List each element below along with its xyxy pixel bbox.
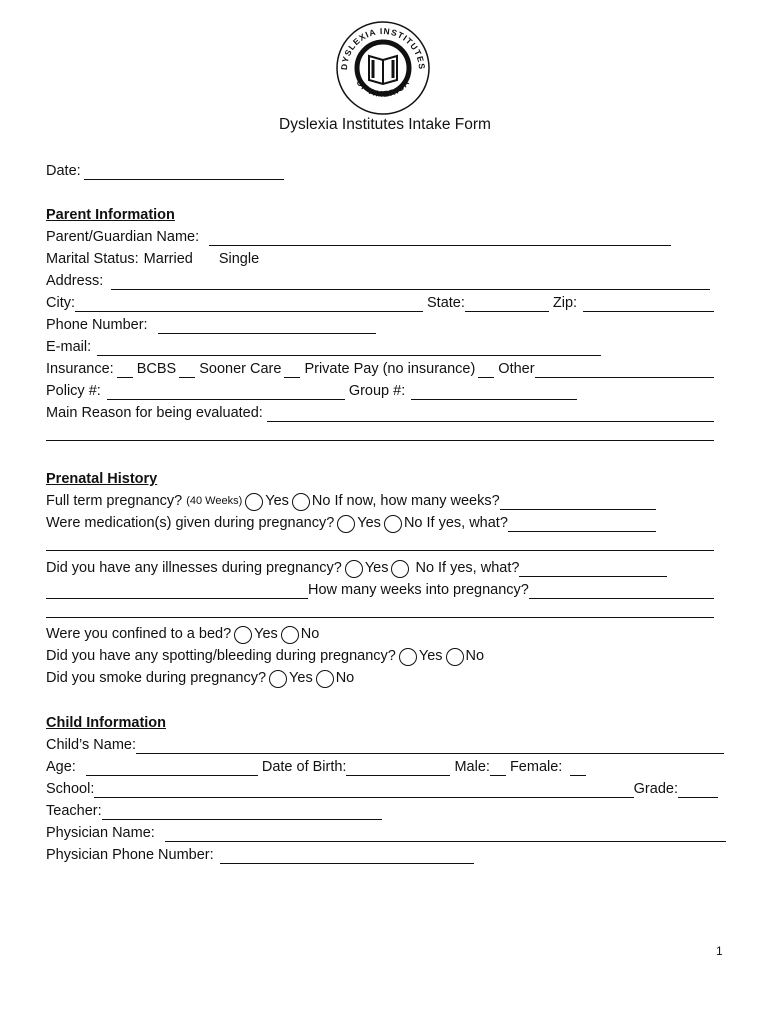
weeks-into-line-2[interactable]: [46, 617, 714, 618]
reason-label: Main Reason for being evaluated:: [46, 405, 263, 421]
phone-label: Phone Number:: [46, 317, 148, 333]
illness-yes-radio[interactable]: [345, 560, 363, 578]
medication-what-field[interactable]: [508, 515, 656, 532]
fullterm-yes-label: Yes: [265, 493, 289, 509]
male-label: Male:: [454, 759, 490, 775]
date-label: Date:: [46, 163, 81, 179]
medication-no-label: No: [403, 515, 423, 531]
state-label: State:: [427, 295, 465, 311]
fullterm-question: Full term pregnancy?: [46, 493, 183, 509]
date-field[interactable]: [84, 163, 284, 180]
zip-label: Zip:: [552, 295, 578, 311]
fullterm-no-radio[interactable]: [292, 493, 310, 511]
physician-phone-label: Physician Phone Number:: [46, 847, 214, 863]
fullterm-weeks-field[interactable]: [500, 493, 656, 510]
dob-label: Date of Birth:: [261, 759, 347, 775]
illness-what-field[interactable]: [519, 560, 667, 577]
state-field[interactable]: [465, 295, 549, 312]
email-field[interactable]: [97, 339, 601, 356]
smoke-no-label: No: [335, 670, 355, 686]
marital-married-option[interactable]: Married: [143, 251, 193, 267]
bed-yes-radio[interactable]: [234, 626, 252, 644]
spotting-no-label: No: [465, 648, 485, 664]
smoke-yes-label: Yes: [289, 670, 313, 686]
parent-name-field[interactable]: [209, 229, 671, 246]
city-field[interactable]: [75, 295, 423, 312]
teacher-label: Teacher:: [46, 803, 102, 819]
female-field[interactable]: [570, 759, 586, 776]
illness-yes-label: Yes: [364, 560, 389, 576]
marital-status-label: Marital Status:: [46, 251, 139, 267]
address-label: Address:: [46, 273, 104, 289]
city-label: City:: [46, 295, 75, 311]
physician-name-field[interactable]: [165, 825, 726, 842]
form-title: Dyslexia Institutes Intake Form: [279, 116, 491, 133]
zip-field[interactable]: [583, 295, 714, 312]
ins-bcbs-label: BCBS: [136, 361, 177, 377]
bed-yes-label: Yes: [254, 626, 278, 642]
grade-field[interactable]: [678, 781, 718, 798]
insurance-label: Insurance:: [46, 361, 114, 377]
group-label: Group #:: [348, 383, 406, 399]
prenatal-heading: Prenatal History: [46, 471, 158, 487]
email-label: E-mail:: [46, 339, 92, 355]
book-logo-icon: [335, 20, 431, 116]
ins-other-field[interactable]: [535, 361, 714, 378]
ins-other-check[interactable]: [478, 361, 494, 378]
spotting-question: Did you have any spotting/bleeding during pregnancy?: [46, 648, 396, 664]
physician-name-label: Physician Name:: [46, 825, 155, 841]
bed-question: Were you confined to a bed?: [46, 626, 232, 642]
child-name-field[interactable]: [136, 737, 724, 754]
policy-label: Policy #:: [46, 383, 101, 399]
phone-field[interactable]: [158, 317, 376, 334]
female-label: Female:: [509, 759, 563, 775]
illness-what-field-2[interactable]: [46, 582, 308, 599]
address-field[interactable]: [111, 273, 710, 290]
medication-what-line-2[interactable]: [46, 550, 714, 551]
page-number: 1: [716, 944, 723, 958]
medication-no-radio[interactable]: [384, 515, 402, 533]
bed-no-radio[interactable]: [281, 626, 299, 644]
ins-sooner-check[interactable]: [179, 361, 195, 378]
bed-no-label: No: [300, 626, 320, 642]
ins-other-label: Other: [498, 361, 535, 377]
illness-question: Did you have any illnesses during pregnancy?: [46, 560, 342, 576]
parent-info-heading: Parent Information: [46, 207, 175, 223]
medication-followup: If yes, what?: [426, 515, 508, 531]
medication-question: Were medication(s) given during pregnancy?: [46, 515, 335, 531]
illness-followup: If yes, what?: [438, 560, 520, 576]
illness-no-label: No: [415, 560, 435, 576]
smoke-yes-radio[interactable]: [269, 670, 287, 688]
ins-sooner-label: Sooner Care: [199, 361, 282, 377]
marital-single-option[interactable]: Single: [218, 251, 260, 267]
school-field[interactable]: [94, 781, 633, 798]
ins-private-check[interactable]: [284, 361, 300, 378]
policy-field[interactable]: [107, 383, 345, 400]
age-field[interactable]: [86, 759, 258, 776]
smoke-no-radio[interactable]: [316, 670, 334, 688]
age-label: Age:: [46, 759, 76, 775]
ins-private-label: Private Pay (no insurance): [304, 361, 476, 377]
logo-text-bottom: OF AMERICA: [354, 77, 412, 100]
male-field[interactable]: [490, 759, 506, 776]
child-info-heading: Child Information: [46, 715, 167, 731]
parent-name-label: Parent/Guardian Name:: [46, 229, 200, 245]
group-field[interactable]: [411, 383, 577, 400]
child-name-label: Child’s Name:: [46, 737, 136, 753]
weeks-into-question: How many weeks into pregnancy?: [308, 582, 529, 598]
spotting-no-radio[interactable]: [446, 648, 464, 666]
illness-no-radio[interactable]: [391, 560, 409, 578]
fullterm-no-label: No: [311, 493, 331, 509]
physician-phone-field[interactable]: [220, 847, 474, 864]
weeks-into-field[interactable]: [529, 582, 714, 599]
spotting-yes-label: Yes: [418, 648, 443, 664]
logo-text-top: DYSLEXIA INSTITUTES: [338, 25, 428, 71]
fullterm-note: (40 Weeks): [186, 495, 243, 507]
fullterm-followup: If now, how many weeks?: [334, 493, 500, 509]
medication-yes-radio[interactable]: [337, 515, 355, 533]
ins-bcbs-check[interactable]: [117, 361, 133, 378]
spotting-yes-radio[interactable]: [399, 648, 417, 666]
reason-field-line-2[interactable]: [46, 440, 714, 441]
teacher-field[interactable]: [102, 803, 382, 820]
fullterm-yes-radio[interactable]: [245, 493, 263, 511]
dob-field[interactable]: [346, 759, 450, 776]
grade-label: Grade:: [633, 781, 678, 797]
medication-yes-label: Yes: [357, 515, 381, 531]
smoke-question: Did you smoke during pregnancy?: [46, 670, 267, 686]
school-label: School:: [46, 781, 95, 797]
reason-field[interactable]: [267, 405, 714, 422]
